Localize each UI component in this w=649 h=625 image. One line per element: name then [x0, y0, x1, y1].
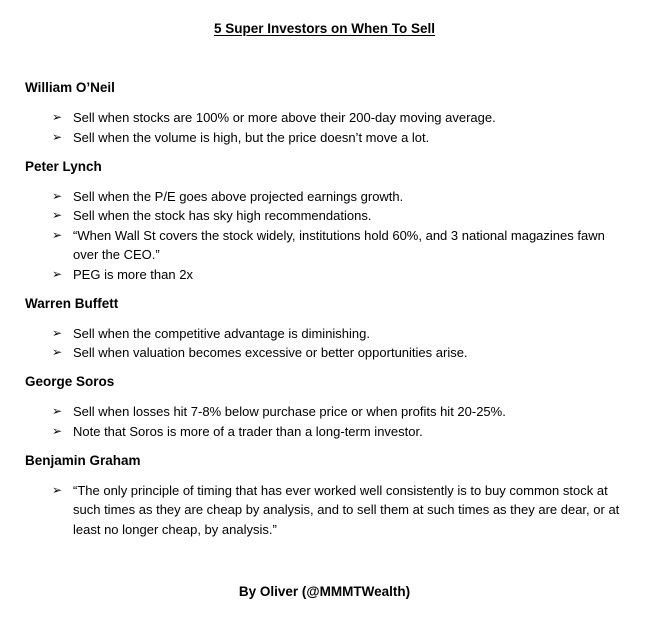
- arrow-bullet-icon: ➢: [52, 404, 63, 418]
- investor-name: Benjamin Graham: [25, 452, 141, 468]
- points-list: [25, 402, 622, 441]
- list-item: [25, 187, 622, 207]
- list-item: [25, 402, 622, 422]
- page-title: [0, 0, 649, 37]
- investor-name: William O’Neil: [25, 80, 115, 95]
- point-text: Note that Soros is more of a trader than a long-term investor.: [73, 423, 423, 439]
- point-text: Sell when valuation becomes excessive or better opportunities arise.: [73, 345, 468, 360]
- investor-section: [25, 157, 622, 285]
- arrow-bullet-icon: ➢: [52, 482, 63, 497]
- arrow-bullet-icon: ➢: [52, 208, 63, 222]
- point-text: PEG is more than 2x: [73, 266, 193, 282]
- point-text: Sell when losses hit 7-8% below purchase price or when profits hit 20-25%.: [73, 404, 506, 419]
- investor-section: [25, 372, 622, 441]
- sections-container: [0, 37, 649, 539]
- list-item: [25, 108, 622, 128]
- point-text: Sell when the competitive advantage is diminishing.: [73, 325, 371, 341]
- arrow-bullet-icon: ➢: [52, 345, 63, 359]
- list-item: [25, 422, 622, 442]
- points-list: [25, 324, 622, 363]
- list-item: [25, 265, 622, 285]
- investor-name: Peter Lynch: [25, 158, 102, 174]
- arrow-bullet-icon: ➢: [52, 266, 63, 281]
- points-list: [25, 481, 622, 540]
- arrow-bullet-icon: ➢: [52, 423, 63, 438]
- arrow-bullet-icon: ➢: [52, 325, 63, 340]
- list-item: [25, 226, 622, 265]
- arrow-bullet-icon: ➢: [52, 188, 63, 203]
- list-item: [25, 128, 622, 148]
- points-list: [25, 108, 622, 147]
- investor-section: [25, 451, 622, 540]
- list-item: [25, 324, 622, 344]
- list-item: [25, 343, 622, 363]
- point-text: Sell when the P/E goes above projected earnings growth.: [73, 188, 404, 204]
- footer-byline: By Oliver (@MMMTWealth): [238, 584, 411, 599]
- point-text: Sell when the volume is high, but the price doesn’t move a lot.: [73, 129, 430, 145]
- point-text: “When Wall St covers the stock widely, institutions hold 60%, and 3 national magazines fawn over the CEO.”: [73, 227, 605, 262]
- list-item: [25, 481, 622, 540]
- point-text: Sell when stocks are 100% or more above their 200-day moving average.: [73, 110, 496, 125]
- investor-section: [25, 78, 622, 147]
- page-title-text: 5 Super Investors on When To Sell: [213, 21, 436, 36]
- investor-name: Warren Buffett: [25, 295, 119, 311]
- investor-section: [25, 294, 622, 363]
- points-list: [25, 187, 622, 285]
- point-text: Sell when the stock has sky high recommendations.: [73, 208, 372, 223]
- list-item: [25, 206, 622, 226]
- arrow-bullet-icon: ➢: [52, 227, 63, 242]
- investor-name: George Soros: [25, 374, 115, 389]
- point-text: “The only principle of timing that has ever worked well consistently is to buy common stock at such times as they are cheap by analysis, and to sell them at such times as they are dear, or at least no longer cheap, by analysis.”: [73, 482, 620, 537]
- arrow-bullet-icon: ➢: [52, 110, 63, 124]
- arrow-bullet-icon: ➢: [52, 129, 63, 144]
